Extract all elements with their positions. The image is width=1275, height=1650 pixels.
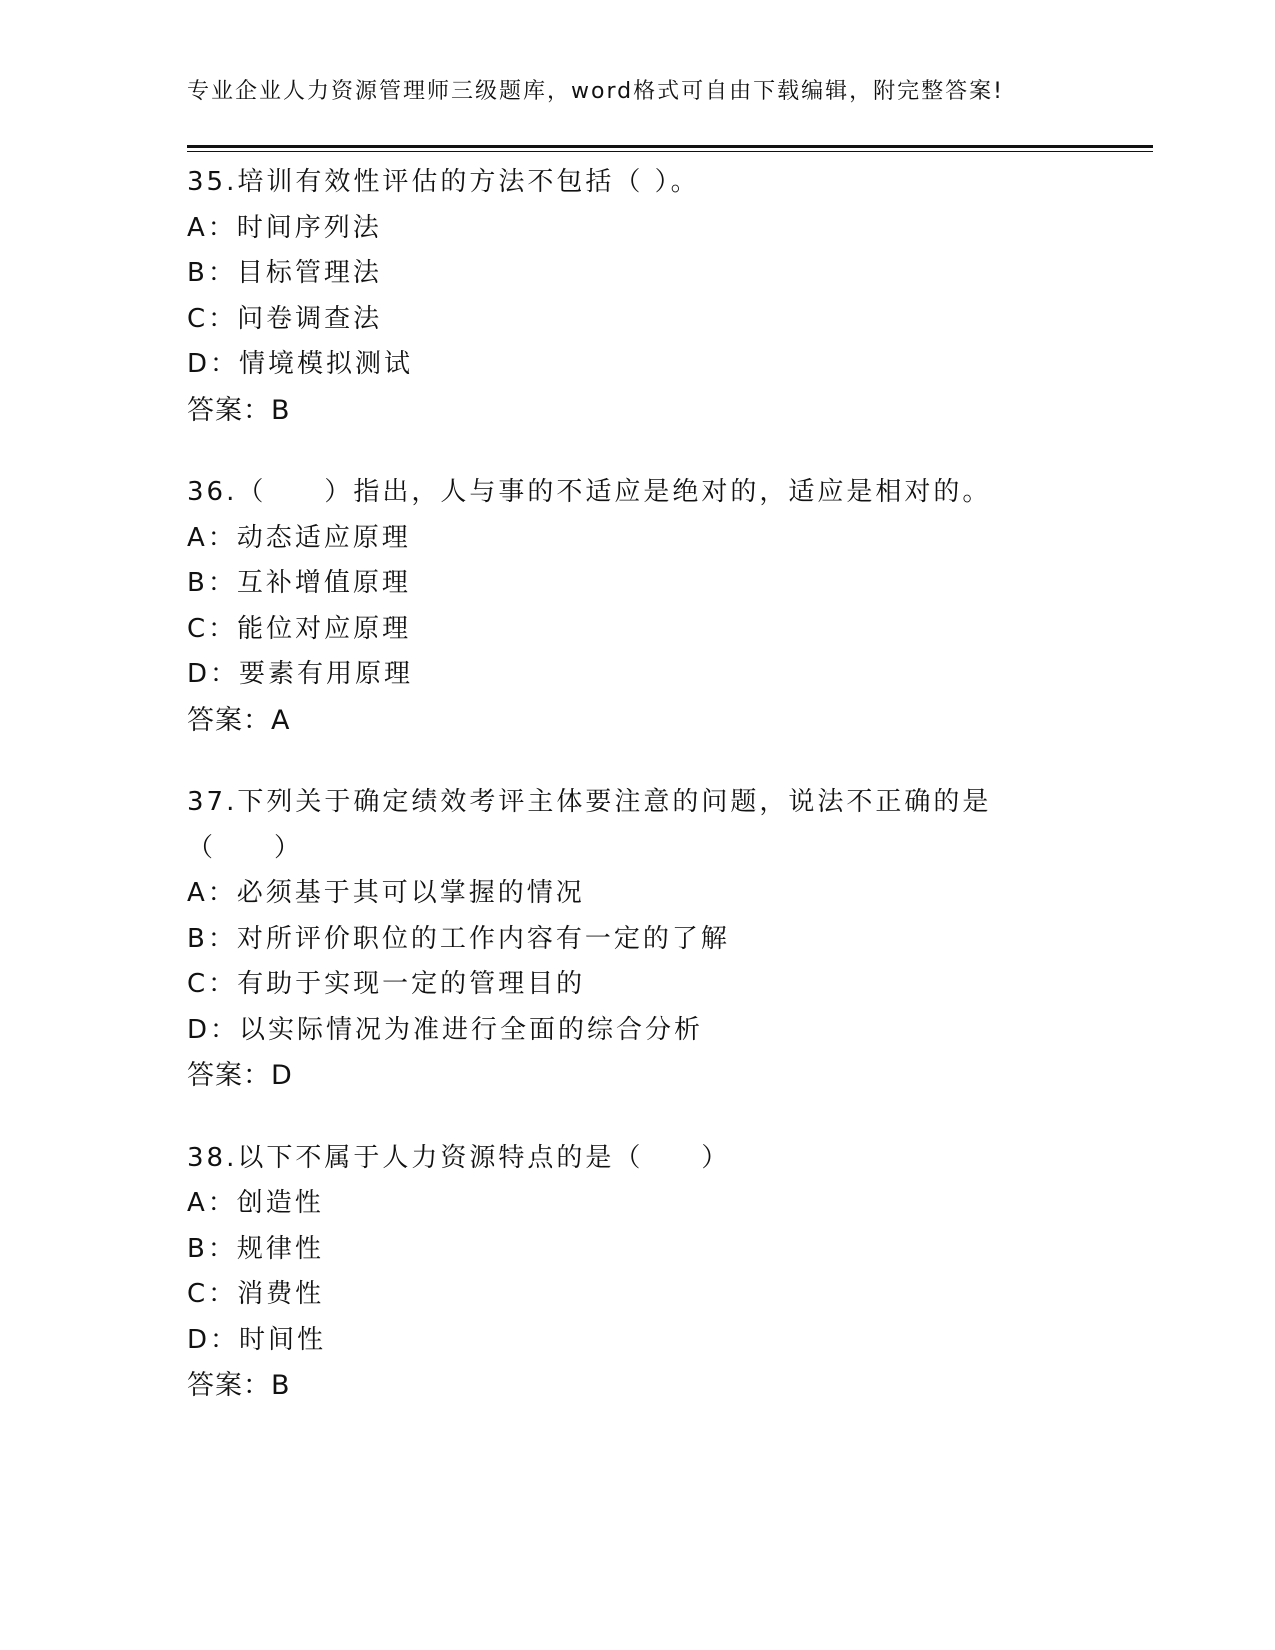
option-c: C：消费性 [187,1279,325,1309]
header-rule-thin [187,151,1153,152]
question-text: 38.以下不属于人力资源特点的是（ ） [187,1142,731,1173]
answer: 答案：A [187,704,291,736]
answer: 答案：D [187,1060,293,1091]
page-header: 专业企业人力资源管理师三级题库，word格式可自由下载编辑，附完整答案! [187,79,1004,104]
option-b: B：规律性 [187,1233,324,1264]
option-d: D：要素有用原理 [187,659,414,689]
question-37 [187,780,1087,1099]
question-text: 36.（ ）指出，人与事的不适应是绝对的，适应是相对的。 [187,477,992,507]
option-a: A：创造性 [187,1188,324,1218]
option-a: A：时间序列法 [187,212,382,243]
answer: 答案：B [187,1370,291,1401]
question-text: 37.下列关于确定绩效考评主体要注意的问题，说法不正确的是（ ） [187,787,992,863]
option-d: D：以实际情况为准进行全面的综合分析 [187,1014,704,1045]
question-36 [187,470,1087,743]
option-c: C：有助于实现一定的管理目的 [187,969,586,999]
option-a: A：必须基于其可以掌握的情况 [187,878,585,908]
question-35 [187,160,1087,433]
question-text: 35.培训有效性评估的方法不包括（ ）。 [187,167,700,197]
option-b: B：互补增值原理 [187,568,411,598]
option-c: C：能位对应原理 [187,613,412,644]
header-rule-thick [187,145,1153,148]
option-d: D：时间性 [187,1324,327,1355]
option-a: A：动态适应原理 [187,522,411,553]
option-b: B：对所评价职位的工作内容有一定的了解 [187,923,730,954]
question-list [187,160,1087,1446]
option-b: B：目标管理法 [187,258,382,288]
answer: 答案：B [187,394,291,426]
question-38 [187,1136,1087,1409]
option-d: D：情境模拟测试 [187,349,414,379]
option-c: C：问卷调查法 [187,303,383,334]
